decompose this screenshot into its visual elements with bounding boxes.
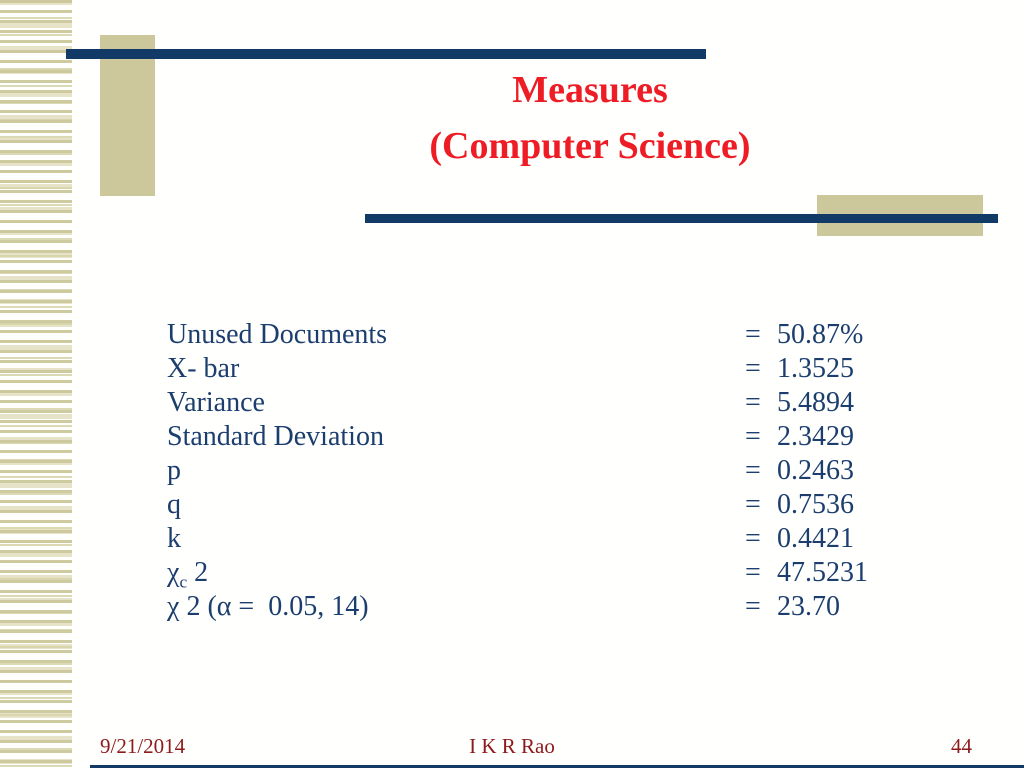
measure-value: 0.2463	[777, 455, 854, 486]
equals-sign: =	[745, 421, 761, 452]
measure-row	[0, 386, 1024, 420]
measure-label: χ 2 (α = 0.05, 14)	[167, 591, 369, 622]
slide-footer	[0, 733, 1024, 759]
footer-author: I K R Rao	[469, 734, 555, 758]
measure-row	[0, 352, 1024, 386]
subtitle-rule-line	[365, 214, 998, 223]
measure-row	[0, 488, 1024, 522]
measure-row	[0, 420, 1024, 454]
measure-value: 0.7536	[777, 489, 854, 520]
measure-value: 47.5231	[777, 557, 868, 588]
equals-sign: =	[745, 455, 761, 486]
measure-row-chi-critical	[0, 590, 1024, 624]
equals-sign: =	[745, 319, 761, 350]
title-block	[180, 62, 1000, 174]
measure-label: q	[167, 489, 181, 520]
equals-sign: =	[745, 557, 761, 588]
tan-accent-block-top-left	[100, 35, 155, 196]
footer-page-number: 44	[951, 734, 972, 758]
measure-row-chi-c	[0, 556, 1024, 590]
measure-label: $\chi_c$ 2	[167, 557, 209, 592]
measure-value: 50.87%	[777, 319, 864, 350]
footer-date: 9/21/2014	[100, 734, 186, 758]
measure-value: 2.3429	[777, 421, 854, 452]
equals-sign: =	[745, 353, 761, 384]
measure-value: 0.4421	[777, 523, 854, 554]
measure-label: p	[167, 455, 181, 486]
equals-sign: =	[745, 591, 761, 622]
title-rule-line	[66, 49, 706, 59]
measures-list	[0, 318, 1024, 624]
measure-value: 5.4894	[777, 387, 854, 418]
measure-row	[0, 522, 1024, 556]
measure-label: k	[167, 523, 181, 554]
measure-row	[0, 454, 1024, 488]
measure-value: 23.70	[777, 591, 840, 622]
measure-label: Unused Documents	[167, 319, 388, 350]
measure-label: Variance	[167, 387, 265, 418]
equals-sign: =	[745, 523, 761, 554]
measure-row	[0, 318, 1024, 352]
slide-subtitle: (Computer Science)	[429, 125, 751, 167]
measure-value: 1.3525	[777, 353, 854, 384]
slide-title: Measures	[512, 69, 668, 111]
measure-label: X- bar	[167, 353, 240, 384]
equals-sign: =	[745, 387, 761, 418]
equals-sign: =	[745, 489, 761, 520]
measure-label: Standard Deviation	[167, 421, 384, 452]
